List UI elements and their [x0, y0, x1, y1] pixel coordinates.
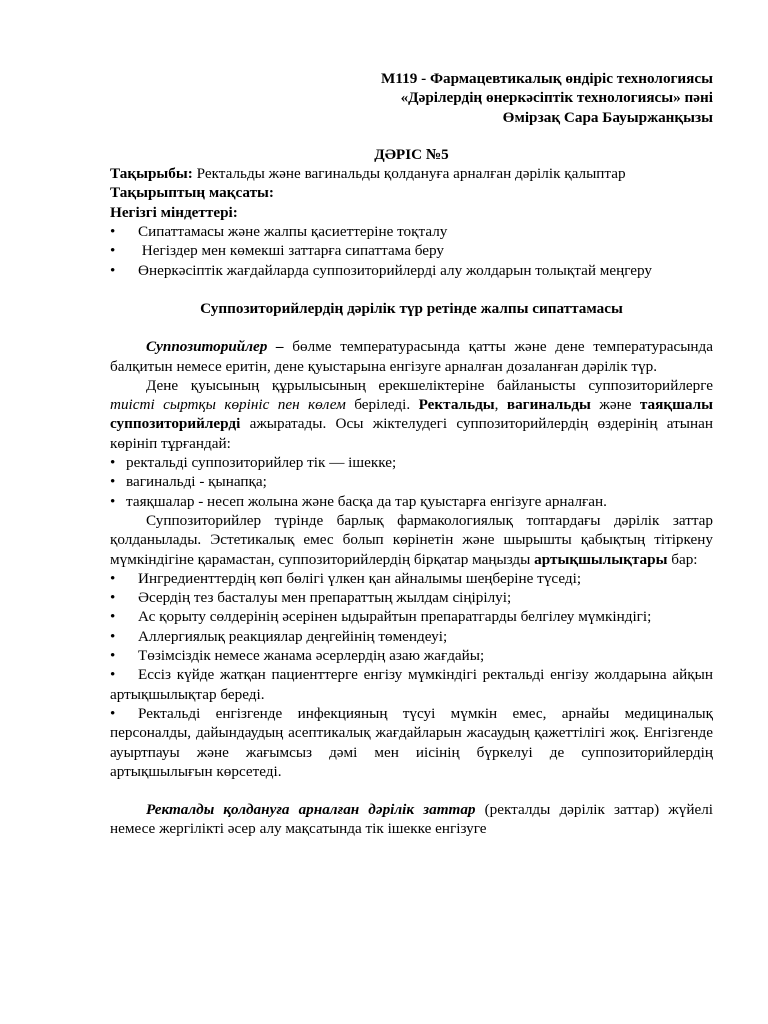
- bold-text: Ректальды: [418, 396, 495, 414]
- list-item: [110, 607, 713, 626]
- task-text: Негіздер мен көмекші заттарға сипаттама беру: [138, 242, 444, 260]
- advantage-text: Әсердің тез басталуы мен препараттың жылдам сіңірілуі;: [138, 589, 512, 607]
- bullet-icon: •: [110, 589, 116, 607]
- definition-term: Суппозиторийлер –: [146, 338, 284, 356]
- goal-label: Тақырыптың мақсаты:: [110, 184, 274, 202]
- advantage-text: Ингредиенттердің көп бөлігі үлкен қан айналымы шеңберіне түседі;: [138, 569, 582, 587]
- bullet-icon: •: [110, 223, 116, 241]
- bullet-icon: •: [110, 627, 116, 645]
- bullet-icon: •: [110, 473, 116, 491]
- rectal-drugs-text: (ректалды дәрілік заттар) жүйелі немесе жергілікті әсер алу мақсатында тік ішекке енгізуге: [110, 801, 713, 838]
- bullet-icon: •: [110, 704, 116, 722]
- rectal-drugs-paragraph: [110, 800, 713, 839]
- list-item: [110, 646, 713, 665]
- type-text: таяқшалар - несеп жолына және басқа да тар қуыстарға енгізуге арналған.: [126, 492, 607, 510]
- bullet-icon: •: [110, 454, 116, 472]
- list-item: [110, 241, 713, 260]
- course-code-line: М119 - Фармацевтикалық өндіріс технологиясы: [381, 70, 713, 87]
- bold-text: артықшылықтары: [534, 550, 668, 568]
- paragraph-text: және: [590, 396, 640, 414]
- type-text: вагинальді - қынапқа;: [126, 473, 267, 491]
- bullet-icon: •: [110, 666, 116, 684]
- topic-text: Ректальды және вагинальды қолдануға арналған дәрілік қалыптар: [192, 165, 626, 183]
- type-text: ректальді суппозиторийлер тік — ішекке;: [126, 454, 397, 472]
- bullet-icon: •: [110, 492, 116, 510]
- list-item: [110, 627, 713, 646]
- bold-text: таяқшалы суппозиторийлерді: [110, 396, 713, 433]
- emphasis-text: тиісті сыртқы көрініс пен көлем: [110, 396, 346, 414]
- advantage-text: Ессіз күйде жатқан пациенттерге енгізу мүмкіндігі ректальді енгізу жолдарына айқын артықшылықтар береді.: [110, 666, 713, 703]
- list-item: [110, 472, 713, 491]
- author-line: Өмірзақ Сара Бауыржанқызы: [502, 108, 713, 126]
- lecture-title: ДӘРІС №5: [374, 145, 449, 163]
- definition-text: бөлме температурасында қатты және дене температурасында балқитын немесе еритін, дене қуыстарына енгізуге арналған дозаланған дәрілік түр.: [110, 338, 713, 375]
- definition-paragraph: [110, 337, 713, 376]
- rectal-drugs-term: Ректалды қолдануға арналған дәрілік заттар: [146, 801, 476, 819]
- paragraph-text: Суппозиторийлер түрінде барлық фармакологиялық топтардағы дәрілік заттар қолданылады. Эстетикалық емес болып көрінетін және шырышты қабықтың тітіркену мүмкіндігіне қарамастан, суппозиторийлердің бірқатар маңызды: [110, 511, 713, 568]
- list-item: [110, 222, 713, 241]
- bullet-icon: •: [110, 261, 116, 279]
- bullet-icon: •: [110, 647, 116, 665]
- advantage-text: Ас қорыту сөлдерінің әсерінен ыдырайтын препаратгарды белгілеу мүмкіндігі;: [138, 608, 652, 626]
- tasks-label: Негізгі міндеттері:: [110, 203, 238, 221]
- discipline-line: «Дәрілердің өнеркәсіптік технологиясы» пәні: [400, 89, 713, 107]
- topic-label: Тақырыбы:: [110, 165, 193, 183]
- list-item: [110, 569, 713, 588]
- task-text: Өнеркәсіптік жағдайларда суппозиторийлерді алу жолдарын толықтай меңгеру: [138, 261, 652, 279]
- advantage-text: Төзімсіздік немесе жанама әсерлердің азаю жағдайы;: [138, 647, 485, 665]
- advantages-intro-paragraph: [110, 511, 713, 569]
- bullet-icon: •: [110, 569, 116, 587]
- list-item: [110, 704, 713, 781]
- document-page: [110, 69, 713, 839]
- bold-text: вагинальды: [506, 396, 591, 414]
- list-item: [110, 665, 713, 704]
- bullet-icon: •: [110, 608, 116, 626]
- advantage-text: Аллергиялық реакциялар деңгейінің төмендеуі;: [138, 627, 448, 645]
- list-item: [110, 453, 713, 472]
- list-item: [110, 588, 713, 607]
- paragraph-text: бар:: [667, 550, 698, 568]
- paragraph-text: ,: [494, 396, 507, 414]
- task-text: Сипаттамасы және жалпы қасиеттеріне тоқталу: [138, 223, 448, 241]
- paragraph-text: ажыратады. Осы жіктелудегі суппозиторийлердің өздерінің атынан көрініп тұрғандай:: [110, 415, 713, 452]
- paragraph-text: беріледі.: [345, 396, 419, 414]
- list-item: [110, 492, 713, 511]
- bullet-icon: •: [110, 242, 116, 260]
- section-title: Суппозиторийлердің дәрілік түр ретінде жалпы сипаттамасы: [200, 299, 623, 317]
- classification-paragraph: [110, 376, 713, 453]
- paragraph-text: Дене қуысының құрылысының ерекшеліктеріне байланысты суппозиторийлерге: [146, 376, 713, 394]
- list-item: [110, 261, 713, 280]
- topic-paragraph: [110, 164, 713, 183]
- advantage-text: Ректальді енгізгенде инфекцияның түсуі мүмкін емес, арнайы медициналық персоналды, дайындаудың асептикалық жағдайларын жасаудың қажеттілігі жоқ. Енгізгенде ауыртпауы және жағымсыз дәмі мен иісінің бүркелуі де суппозиторийлердің артықшылығын көрсетеді.: [110, 704, 713, 780]
- document-header: [110, 69, 713, 127]
